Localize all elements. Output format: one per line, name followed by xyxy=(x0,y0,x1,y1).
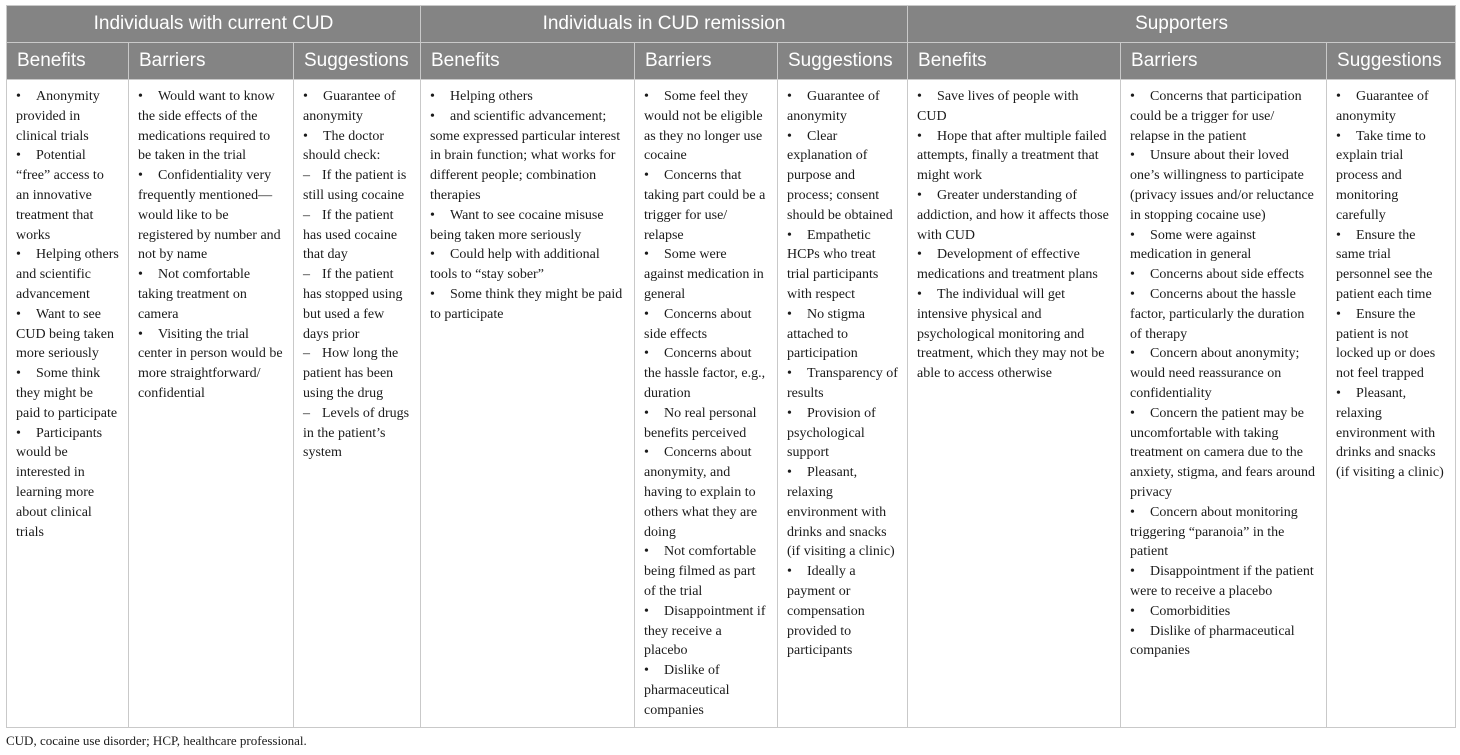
cell-current-benefits xyxy=(7,80,129,728)
list-item xyxy=(138,265,284,324)
bullet-marker: • xyxy=(1336,385,1341,401)
list-item xyxy=(138,166,284,265)
list-item xyxy=(1336,384,1446,483)
list-item-text: Want to see cocaine misuse being taken more seriously xyxy=(430,207,604,243)
list-item-text: Helping others and scientific advancement xyxy=(16,247,119,302)
bullet-marker: • xyxy=(787,465,792,481)
bullet-list xyxy=(430,87,625,325)
bullet-marker: • xyxy=(430,89,435,104)
findings-table xyxy=(6,5,1456,728)
list-item xyxy=(430,206,625,246)
list-item xyxy=(138,87,284,166)
list-item xyxy=(430,245,625,285)
group-header-supporters: Supporters xyxy=(908,6,1456,43)
col-header-supporters-suggestions: Suggestions xyxy=(1327,43,1456,80)
bullet-marker: • xyxy=(787,128,792,144)
bullet-marker: • xyxy=(917,247,922,263)
bullet-marker: • xyxy=(1130,623,1135,639)
list-item-text: Provision of psychological support xyxy=(787,405,876,461)
list-item-text: Concern the patient may be uncomfortable with taking treatment on camera due to the anxiety, stigma, and fears around privacy xyxy=(1130,405,1315,500)
bullet-marker: • xyxy=(303,128,308,144)
dash-marker: – xyxy=(303,207,310,223)
bullet-list xyxy=(16,87,119,542)
col-header-current-suggestions: Suggestions xyxy=(294,43,421,80)
bullet-marker: • xyxy=(16,306,21,322)
bullet-marker: • xyxy=(1130,286,1135,302)
list-item-text: Pleasant, relaxing environment with drinks and snacks (if visiting a clinic) xyxy=(787,465,895,560)
list-item-text: Ensure the patient is not locked up or does not feel trapped xyxy=(1336,306,1436,382)
bullet-marker: • xyxy=(16,425,21,441)
list-item-text: The individual will get intensive physical and psychological monitoring and treatment, which they may not be able to access otherwise xyxy=(917,286,1105,382)
bullet-marker: • xyxy=(644,445,649,461)
list-item-text: Helping others xyxy=(450,89,533,104)
dash-marker: – xyxy=(303,405,310,421)
dash-marker: – xyxy=(303,168,310,184)
col-header-supporters-barriers: Barriers xyxy=(1121,43,1327,80)
table-row xyxy=(7,80,1456,728)
bullet-marker: • xyxy=(644,346,649,362)
bullet-marker: • xyxy=(138,89,143,104)
list-item xyxy=(16,364,119,423)
list-item-text: Clear explanation of purpose and process; consent should be obtained xyxy=(787,128,893,223)
list-item-text: Confidentiality very frequently mentioned—would like to be registered by number and not by name xyxy=(138,168,281,263)
list-item-text: Visiting the trial center in person would be more straightforward/ confidential xyxy=(138,326,283,401)
list-item xyxy=(787,87,898,127)
list-item xyxy=(644,542,768,601)
group-header-current-cud: Individuals with current CUD xyxy=(7,6,421,43)
list-item xyxy=(1130,562,1317,602)
bullet-marker: • xyxy=(430,207,435,223)
bullet-list xyxy=(1130,87,1317,661)
list-item-text: Could help with additional tools to “stay sober” xyxy=(430,247,600,283)
list-item xyxy=(1336,87,1446,127)
bullet-list xyxy=(787,87,898,661)
list-item-text: and scientific advancement; some expressed particular interest in brain function; what works for different people; combination therapies xyxy=(430,108,621,203)
list-item xyxy=(644,661,768,720)
list-item xyxy=(787,404,898,463)
list-item-text: Some were against medication in general xyxy=(1130,227,1256,263)
list-item-text: Dislike of pharmaceutical companies xyxy=(1130,623,1295,659)
bullet-marker: • xyxy=(16,148,21,164)
list-item xyxy=(1130,602,1317,622)
list-item-text: Empathetic HCPs who treat trial participants with respect xyxy=(787,227,879,302)
list-item-text: If the patient has stopped using but used a few days prior xyxy=(303,267,403,342)
list-item xyxy=(303,344,411,403)
list-item-text: If the patient is still using cocaine xyxy=(303,168,407,203)
list-item xyxy=(787,463,898,562)
col-header-remission-barriers: Barriers xyxy=(635,43,778,80)
bullet-marker: • xyxy=(1336,89,1341,104)
bullet-list xyxy=(303,87,411,463)
list-item xyxy=(1130,285,1317,344)
bullet-marker: • xyxy=(1130,89,1135,104)
list-item xyxy=(1130,344,1317,403)
col-header-remission-suggestions: Suggestions xyxy=(778,43,908,80)
bullet-marker: • xyxy=(1336,306,1341,322)
bullet-marker: • xyxy=(917,128,922,144)
bullet-marker: • xyxy=(644,168,649,184)
bullet-marker: • xyxy=(1130,504,1135,520)
list-item-text: Concerns about side effects xyxy=(1150,267,1305,283)
list-item xyxy=(787,562,898,661)
cell-supporters-barriers xyxy=(1121,80,1327,728)
list-item xyxy=(644,443,768,542)
dash-marker: – xyxy=(303,267,310,283)
list-item-text: Guarantee of anonymity xyxy=(303,89,396,124)
bullet-marker: • xyxy=(644,306,649,322)
list-item-text: Levels of drugs in the patient’s system xyxy=(303,405,410,461)
bullet-marker: • xyxy=(644,544,649,560)
bullet-marker: • xyxy=(1336,227,1341,243)
list-item-text: Comorbidities xyxy=(1150,603,1231,619)
bullet-list xyxy=(917,87,1111,384)
list-item xyxy=(1130,622,1317,662)
list-item-text: Concerns that participation could be a trigger for use/ relapse in the patient xyxy=(1130,89,1302,144)
list-item xyxy=(303,87,411,127)
list-item xyxy=(1130,404,1317,503)
list-item xyxy=(787,127,898,226)
list-item-text: Some were against medication in general xyxy=(644,247,764,302)
list-item xyxy=(430,285,625,325)
bullet-marker: • xyxy=(644,663,649,679)
bullet-marker: • xyxy=(430,286,435,302)
list-item xyxy=(644,602,768,661)
list-item-text: Concern about monitoring triggering “paranoia” in the patient xyxy=(1130,504,1298,560)
bullet-marker: • xyxy=(1130,346,1135,362)
bullet-marker: • xyxy=(1130,227,1135,243)
bullet-marker: • xyxy=(430,247,435,263)
bullet-list xyxy=(1336,87,1446,483)
list-item-text: Concerns that taking part could be a trigger for use/ relapse xyxy=(644,168,766,243)
list-item-text: Hope that after multiple failed attempts, finally a treatment that might work xyxy=(917,128,1107,184)
list-item xyxy=(644,344,768,403)
bullet-marker: • xyxy=(917,89,922,104)
bullet-list xyxy=(644,87,768,721)
list-item-text: Concerns about the hassle factor, e.g., duration xyxy=(644,346,766,401)
list-item-text: Guarantee of anonymity xyxy=(1336,89,1429,124)
list-item-text: Unsure about their loved one’s willingness to participate (privacy issues and/or reluctance in stopping cocaine use) xyxy=(1130,148,1314,223)
list-item-text: Concern about anonymity; would need reassurance on confidentiality xyxy=(1130,346,1300,401)
list-item xyxy=(138,325,284,404)
table-footnote: CUD, cocaine use disorder; HCP, healthcare professional. xyxy=(6,733,307,748)
bullet-marker: • xyxy=(138,267,143,283)
list-item-text: Take time to explain trial process and monitoring carefully xyxy=(1336,128,1426,223)
list-item xyxy=(1130,503,1317,562)
list-item-text: How long the patient has been using the drug xyxy=(303,346,399,401)
bullet-marker: • xyxy=(644,603,649,619)
list-item-text: Some think they might be paid to participate xyxy=(16,366,118,421)
bullet-marker: • xyxy=(1130,564,1135,580)
bullet-marker: • xyxy=(16,366,21,382)
list-item xyxy=(644,305,768,345)
bullet-marker: • xyxy=(430,108,435,124)
cell-supporters-suggestions xyxy=(1327,80,1456,728)
list-item-text: Potential “free” access to an innovative treatment that works xyxy=(16,148,104,243)
list-item xyxy=(1130,226,1317,266)
list-item xyxy=(16,87,119,146)
list-item xyxy=(917,245,1111,285)
list-item-text: Want to see CUD being taken more seriously xyxy=(16,306,114,362)
list-item-text: Guarantee of anonymity xyxy=(787,89,880,124)
list-item-text: Disappointment if the patient were to receive a placebo xyxy=(1130,564,1314,599)
bullet-marker: • xyxy=(303,89,308,104)
list-item-text: Development of effective medications and treatment plans xyxy=(917,247,1098,283)
list-item xyxy=(917,285,1111,384)
list-item xyxy=(303,265,411,344)
list-item xyxy=(1336,127,1446,226)
list-item-text: Some feel they would not be eligible as they no longer use cocaine xyxy=(644,89,763,164)
list-item xyxy=(917,127,1111,186)
list-item xyxy=(1130,87,1317,146)
col-header-current-benefits: Benefits xyxy=(7,43,129,80)
cell-supporters-benefits xyxy=(908,80,1121,728)
list-item-text: Concerns about anonymity, and having to explain to others what they are doing xyxy=(644,445,758,540)
bullet-marker: • xyxy=(787,227,792,243)
list-item xyxy=(917,186,1111,245)
list-item-text: No real personal benefits perceived xyxy=(644,405,757,441)
col-header-current-barriers: Barriers xyxy=(129,43,294,80)
list-item-text: If the patient has used cocaine that day xyxy=(303,207,398,263)
bullet-marker: • xyxy=(138,326,143,342)
list-item-text: Greater understanding of addiction, and how it affects those with CUD xyxy=(917,187,1109,243)
dash-marker: – xyxy=(303,346,310,362)
list-item xyxy=(787,305,898,364)
list-item xyxy=(303,127,411,167)
list-item-text: Dislike of pharmaceutical companies xyxy=(644,663,730,718)
list-item-text: Transparency of results xyxy=(787,366,898,401)
bullet-list xyxy=(138,87,284,404)
group-header-cud-remission: Individuals in CUD remission xyxy=(421,6,908,43)
list-item-text: Participants would be interested in learning more about clinical trials xyxy=(16,425,103,540)
list-item xyxy=(430,87,625,107)
col-header-remission-benefits: Benefits xyxy=(421,43,635,80)
list-item-text: Not comfortable being filmed as part of the trial xyxy=(644,544,757,599)
bullet-marker: • xyxy=(917,286,922,302)
list-item xyxy=(303,206,411,265)
list-item xyxy=(644,87,768,166)
bullet-marker: • xyxy=(1130,148,1135,164)
list-item xyxy=(787,364,898,404)
bullet-marker: • xyxy=(787,89,792,104)
list-item xyxy=(644,404,768,444)
cell-remission-suggestions xyxy=(778,80,908,728)
list-item-text: The doctor should check: xyxy=(303,128,385,164)
list-item-text: Would want to know the side effects of the medications required to be taken in the trial xyxy=(138,89,275,164)
bullet-marker: • xyxy=(917,187,922,203)
list-item xyxy=(303,166,411,206)
list-item xyxy=(1336,226,1446,305)
cell-remission-barriers xyxy=(635,80,778,728)
list-item xyxy=(644,245,768,304)
list-item xyxy=(16,305,119,364)
list-item-text: No stigma attached to participation xyxy=(787,306,865,362)
bullet-marker: • xyxy=(644,247,649,263)
list-item-text: Pleasant, relaxing environment with drinks and snacks (if visiting a clinic) xyxy=(1336,385,1444,481)
list-item-text: Some think they might be paid to participate xyxy=(430,286,623,322)
list-item xyxy=(787,226,898,305)
bullet-marker: • xyxy=(1130,267,1135,283)
list-item xyxy=(1130,265,1317,285)
list-item-text: Concerns about side effects xyxy=(644,306,752,342)
list-item-text: Concerns about the hassle factor, particularly the duration of therapy xyxy=(1130,286,1305,342)
bullet-marker: • xyxy=(787,306,792,322)
bullet-marker: • xyxy=(1336,128,1341,144)
bullet-marker: • xyxy=(1130,603,1135,619)
list-item xyxy=(1130,146,1317,225)
list-item-text: Anonymity provided in clinical trials xyxy=(16,89,100,144)
list-item xyxy=(16,424,119,543)
bullet-marker: • xyxy=(644,405,649,421)
bullet-marker: • xyxy=(16,247,21,263)
list-item xyxy=(917,87,1111,127)
list-item xyxy=(16,146,119,245)
bullet-marker: • xyxy=(16,89,21,104)
bullet-marker: • xyxy=(787,405,792,421)
list-item xyxy=(16,245,119,304)
bullet-marker: • xyxy=(1130,405,1135,421)
list-item xyxy=(1336,305,1446,384)
list-item-text: Ensure the same trial personnel see the patient each time xyxy=(1336,227,1433,302)
bullet-marker: • xyxy=(787,564,792,580)
list-item-text: Not comfortable taking treatment on camera xyxy=(138,267,251,322)
list-item-text: Save lives of people with CUD xyxy=(917,89,1079,124)
bullet-marker: • xyxy=(138,168,143,184)
list-item xyxy=(430,107,625,206)
cell-remission-benefits xyxy=(421,80,635,728)
bullet-marker: • xyxy=(644,89,649,104)
list-item-text: Disappointment if they receive a placebo xyxy=(644,603,766,659)
list-item xyxy=(303,404,411,463)
list-item-text: Ideally a payment or compensation provided to participants xyxy=(787,564,865,659)
bullet-marker: • xyxy=(787,366,792,382)
cell-current-suggestions xyxy=(294,80,421,728)
list-item xyxy=(644,166,768,245)
cell-current-barriers xyxy=(129,80,294,728)
col-header-supporters-benefits: Benefits xyxy=(908,43,1121,80)
